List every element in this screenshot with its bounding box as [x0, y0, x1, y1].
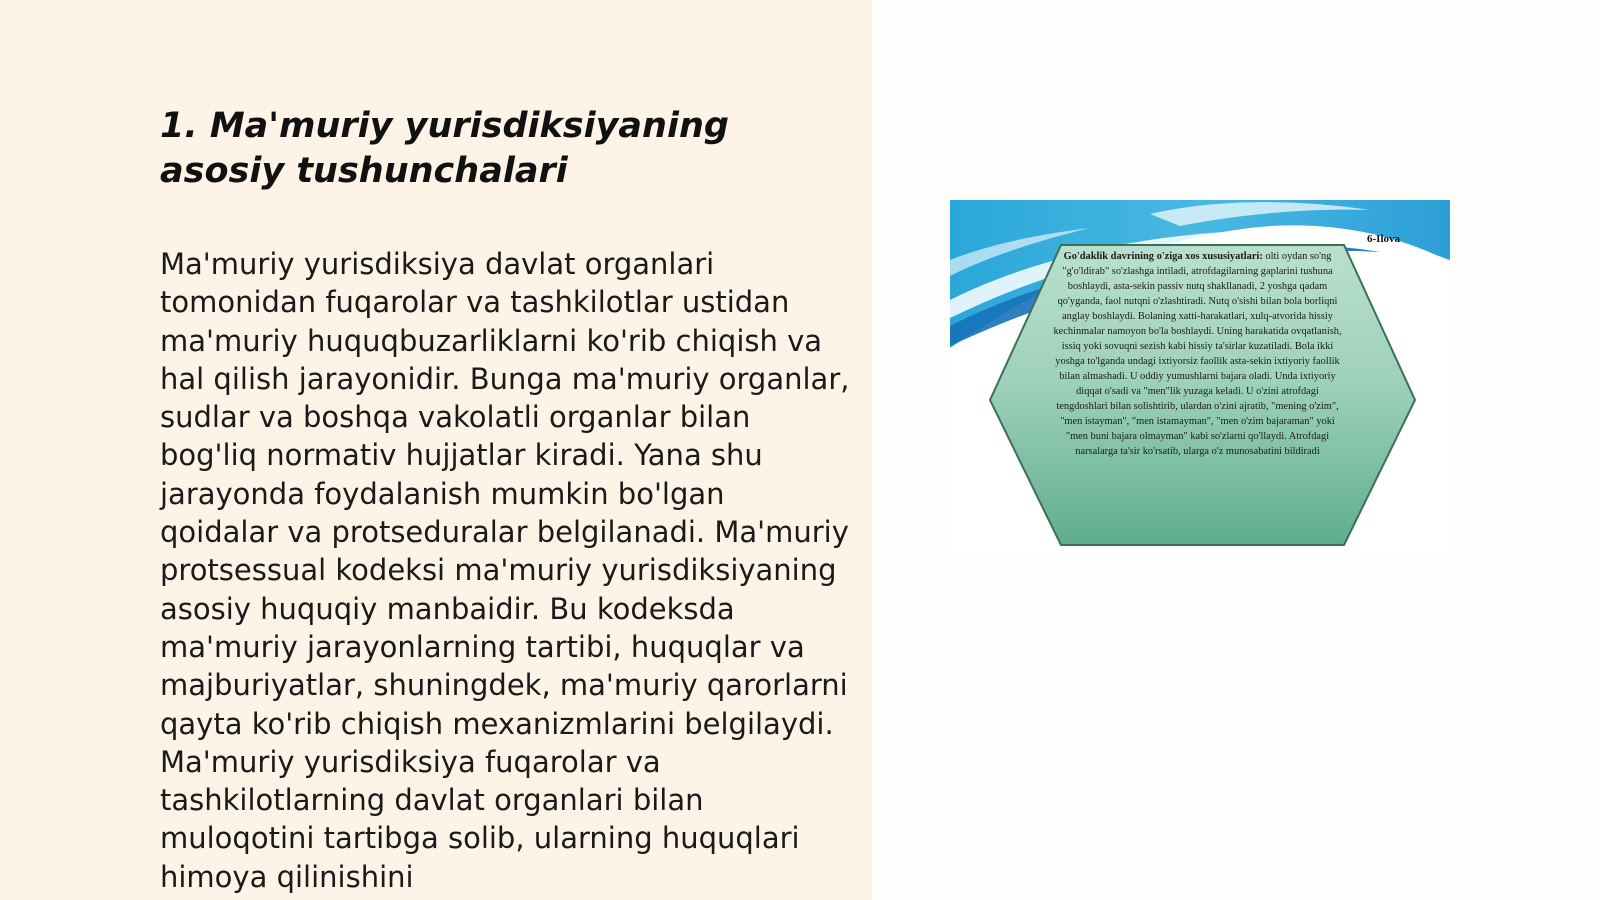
- hexagon-text: [1050, 249, 1345, 459]
- figure-label: 6-Ilova: [1367, 233, 1400, 245]
- hexagon-text-lead: Go'daklik davrining o'ziga xos xususiyatlari:: [1063, 251, 1263, 262]
- hexagon-text-body: olti oydan so'ng "g'o'ldirab" so'zlashga intiladi, atrofdagilarning gaplarini tushuna boshlaydi, asta-sekin passiv nutq shakllanadi, 2 yoshga qadam qo'yganda, faol nutqni o'zlashtiradi. Nutq o'sishi bilan bola borliqni anglay boshlaydi. Bolaning xatti-harakatlari, xulq-atvorida hissiy kechinmalar namoyon bo'la boshlaydi. Uning harakatida ovqatlanish, issiq yoki sovuqni sezish kabi hissiy ta'sirlar kuzatiladi. Bola ikki yoshga to'lganda undagi ixtiyorsiz faollik asta-sekin ixtiyoriy faollik bilan almashadi. U oddiy yumushlarni bajara oladi. Unda ixtiyoriy diqqat o'sadi va "men"lik yuzaga keladi. U o'zini atrofdagi tengdoshlari bilan solishtirib, ulardan o'zini ajratib, "mening o'zim", "men istayman", "men istamayman", "men o'zim bajaraman" yoki "men buni bajara olmayman" kabi so'zlarni qo'llaydi. Atrofdagi narsalarga ta'sir ko'rsatib, ularga o'z munosabatini bildiradi: [1053, 251, 1342, 457]
- slide-title: 1. Ma'muriy yurisdiksiyaning asosiy tushunchalari: [160, 106, 729, 191]
- illustration-figure: [950, 200, 1450, 552]
- slide-body-text: Ma'muriy yurisdiksiya davlat organlari tomonidan fuqarolar va tashkilotlar ustidan ma'muriy huquqbuzarliklarni ko'rib chiqish va hal qilish jarayonidir. Bunga ma'muriy organlar, sudlar va boshqa vakolatli organlar bilan bog'liq normativ hujjatlar kiradi. Yana shu jarayonda foydalanish mumkin bo'lgan qoidalar va protseduralar belgilanadi. Ma'muriy protsessual kodeksi ma'muriy yurisdiksiyaning asosiy huquqiy manbaidir. Bu kodeksda ma'muriy jarayonlarning tartibi, huquqlar va majburiyatlar, shuningdek, ma'muriy qarorlarni qayta ko'rib chiqish mexanizmlarini belgilaydi. Ma'muriy yurisdiksiya fuqarolar va tashkilotlarning davlat organlari bilan muloqotini tartibga solib, ularning huquqlari himoya qilinishini: [160, 247, 850, 894]
